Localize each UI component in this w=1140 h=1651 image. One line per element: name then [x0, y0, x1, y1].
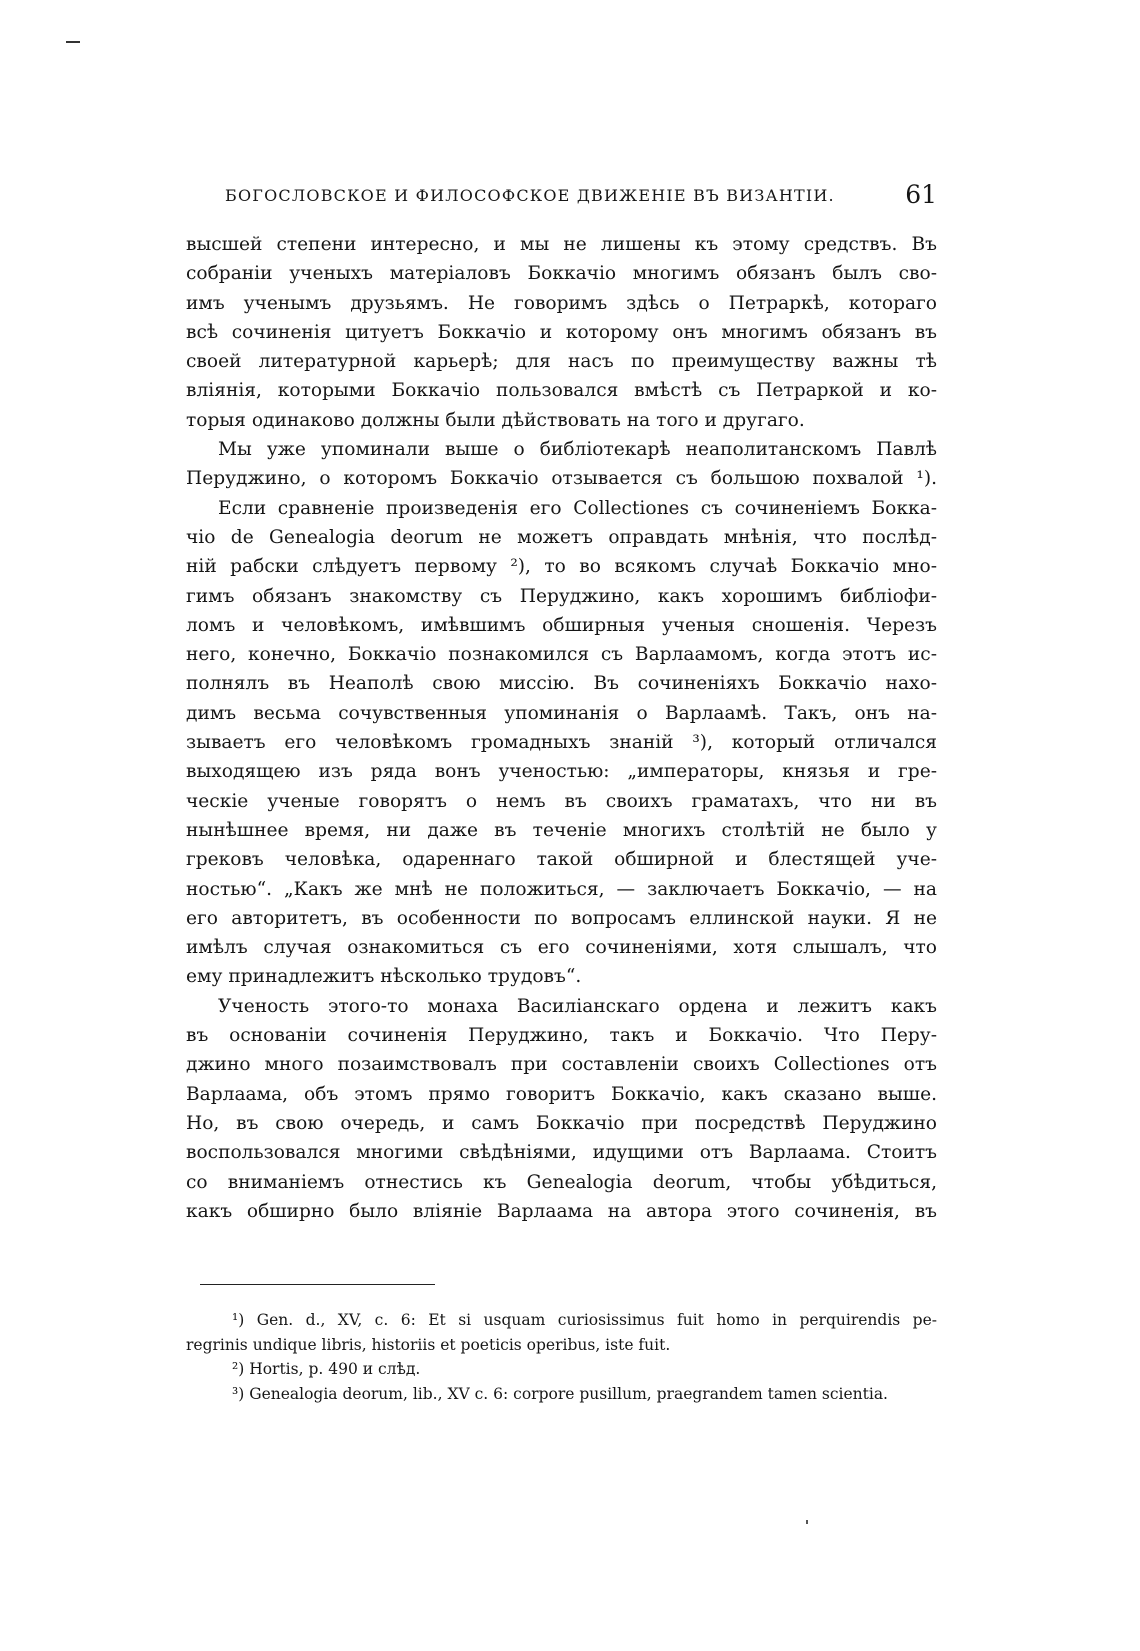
text-line: Варлаама, объ этомъ прямо говоритъ Боккачіо, какъ сказано выше.: [186, 1083, 937, 1105]
text-line: ломъ и человѣкомъ, имѣвшимъ обширныя ученыя сношенія. Черезъ: [186, 614, 937, 636]
text-line: димъ весьма сочувственныя упоминанія о Варлаамѣ. Такъ, онъ на-: [186, 702, 937, 724]
text-line: джино много позаимствовалъ при составленіи своихъ Collectiones отъ: [186, 1054, 937, 1076]
text-line: вліянія, которыми Боккачіо пользовался вмѣстѣ съ Петраркой и ко-: [186, 380, 937, 402]
text-line: Перуджино, о которомъ Боккачіо отзывается съ большою похвалой ¹).: [186, 468, 937, 490]
footnote-divider: [200, 1284, 435, 1285]
text-line: него, конечно, Боккачіо познакомился съ Варлаамомъ, когда этотъ ис-: [186, 644, 937, 666]
scan-mark: [66, 41, 80, 43]
text-line: со вниманіемъ отнестись къ Genealogia deorum, чтобы убѣдиться,: [186, 1171, 937, 1193]
paragraph: [186, 230, 937, 435]
text-line: высшей степени интересно, и мы не лишены къ этому средствъ. Въ: [186, 234, 937, 255]
running-title: БОГОСЛОВСКОЕ И ФИЛОСОФСКОЕ ДВИЖЕНІЕ ВЪ ВИЗАНТІИ.: [225, 186, 835, 205]
footnote-1-continued: regrinis undique libris, historiis et poeticis operibus, iste fuit.: [186, 1335, 671, 1354]
text-line: имѣлъ случая ознакомиться съ его сочиненіями, хотя слышалъ, что: [186, 937, 937, 959]
running-head: [225, 180, 937, 216]
text-line: Но, въ свою очередь, и самъ Боккачіо при посредствѣ Перуджино: [186, 1112, 937, 1134]
footnote-1: ¹) Gen. d., XV, c. 6: Et si usquam curiosissimus fuit homo in perquirendis pe-: [232, 1311, 937, 1329]
text-line: имъ ученымъ друзьямъ. Не говоримъ здѣсь о Петраркѣ, котораго: [186, 292, 937, 314]
text-line: воспользовался многими свѣдѣніями, идущими отъ Варлаама. Стоитъ: [186, 1142, 937, 1164]
text-line: нынѣшнее время, ни даже въ теченіе многихъ столѣтій не было у: [186, 819, 937, 841]
text-line: Мы уже упоминали выше о библіотекарѣ неаполитанскомъ Павлѣ: [218, 439, 937, 461]
text-line: ческіе ученые говорятъ о немъ въ своихъ граматахъ, что ни въ: [186, 790, 937, 812]
text-line: выходящею изъ ряда вонъ ученостью: „императоры, князья и гре-: [186, 761, 937, 783]
text-line: грековъ человѣка, одареннаго такой обширной и блестящей уче-: [186, 849, 937, 871]
text-line: торыя одинаково должны были дѣйствовать на того и другаго.: [186, 409, 805, 431]
text-line: всѣ сочиненія цитуетъ Боккачіо и которому онъ многимъ обязанъ въ: [186, 321, 937, 343]
paragraph: [186, 992, 937, 1226]
text-line: въ основаніи сочиненія Перуджино, такъ и Боккачіо. Что Перу-: [186, 1025, 937, 1047]
text-line: гимъ обязанъ знакомству съ Перуджино, какъ хорошимъ библіофи-: [186, 585, 937, 607]
text-line: собраніи ученыхъ матеріаловъ Боккачіо многимъ обязанъ былъ сво-: [186, 263, 937, 285]
text-line: своей литературной карьерѣ; для насъ по преимуществу важны тѣ: [186, 351, 937, 373]
text-line: его авторитетъ, въ особенности по вопросамъ еллинской науки. Я не: [186, 907, 937, 929]
page-number: 61: [905, 180, 937, 209]
text-line: ностью“. „Какъ же мнѣ не положиться, — заключаетъ Боккачіо, — на: [186, 878, 937, 900]
text-line: какъ обширно было вліяніе Варлаама на автора этого сочиненія, въ: [186, 1200, 937, 1222]
text-line: ній рабски слѣдуетъ первому ²), то во всякомъ случаѣ Боккачіо мно-: [186, 556, 937, 578]
footnotes: [186, 1308, 937, 1406]
text-line: Если сравненіе произведенія его Collectiones съ сочиненіемъ Бокка-: [218, 497, 937, 519]
text-line: Ученость этого-то монаха Василіанскаго ордена и лежитъ какъ: [218, 995, 937, 1017]
body-text: [186, 230, 937, 1226]
paragraph: [186, 435, 937, 494]
text-line: полнялъ въ Неаполѣ свою миссію. Въ сочиненіяхъ Боккачіо нахо-: [186, 673, 937, 695]
scan-speck: [806, 1520, 808, 1524]
text-line: ему принадлежитъ нѣсколько трудовъ“.: [186, 966, 582, 988]
footnote-3: ³) Genealogia deorum, lib., XV c. 6: corpore pusillum, praegrandem tamen scientia.: [232, 1384, 888, 1403]
paragraph: [186, 494, 937, 992]
text-line: зываетъ его человѣкомъ громадныхъ знаній ³), который отличался: [186, 732, 937, 754]
footnote-2: ²) Hortis, p. 490 и слѣд.: [232, 1360, 421, 1378]
text-line: чіо de Genealogia deorum не можетъ оправдать мнѣнія, что послѣд-: [186, 526, 937, 548]
